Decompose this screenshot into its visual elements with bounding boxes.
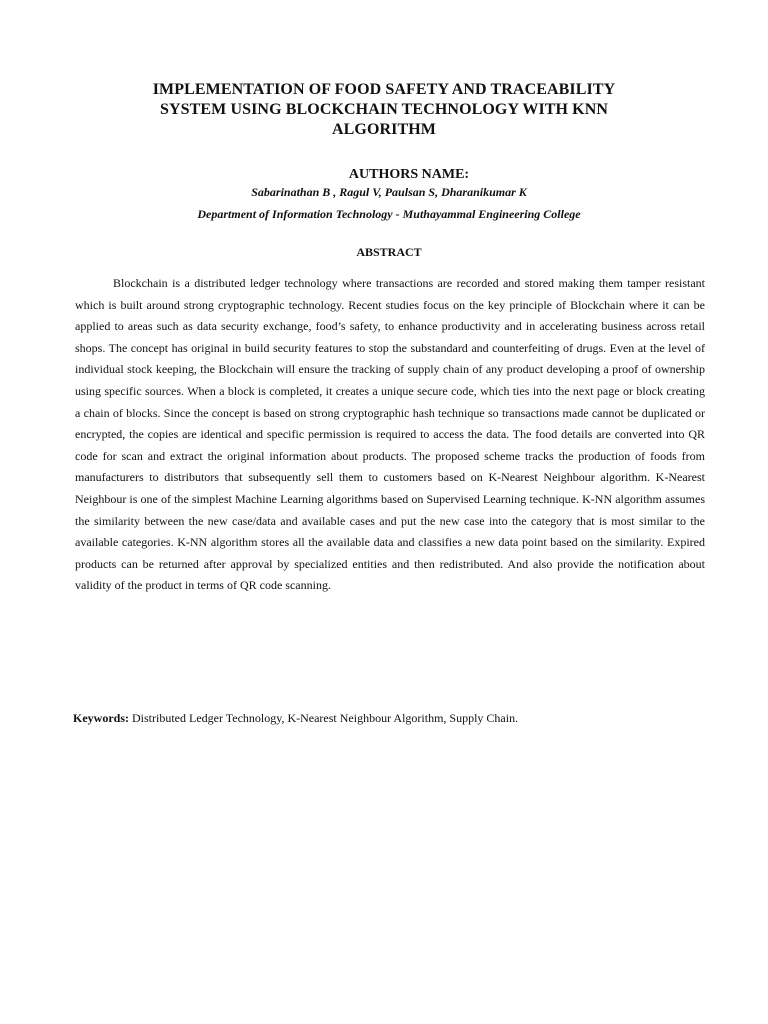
paper-title [110,80,658,140]
abstract-heading: ABSTRACT [356,245,422,259]
abstract-body: Blockchain is a distributed ledger technology where transactions are recorded and stored making them tamper resistant which is built around strong cryptographic technology. Recent studies focus on the key principle of Blockchain where it can be applied to areas such as data security exchange, food’s safety, to enhance productivity and in accelerating business across retail shops. The concept has original in build security features to stop the substandard and counterfeiting of drugs. Even at the level of individual stock keeping, the Blockchain will ensure the tracking of supply chain of any product developing a proof of ownership using specific sources. When a block is completed, it creates a unique secure code, which ties into the next page or block creating a chain of blocks. Since the concept is based on strong cryptographic hash technique so transactions made cannot be duplicated or encrypted, the copies are identical and specific permission is required to access the data. The food details are converted into QR code for scan and extract the original information about products. The proposed scheme tracks the production of foods from manufacturers to distributors that subsequently sell them to customers based on K-Nearest Neighbour algorithm. K-Nearest Neighbour is one of the simplest Machine Learning algorithms based on Supervised Learning technique. K-NN algorithm assumes the similarity between the new case/data and available cases and put the new case into the category that is most similar to the available categories. K-NN algorithm stores all the available data and classifies a new data point based on the similarity. Expired products can be returned after approval by specialized entities and then redistributed. And also provide the notification about validity of the product in terms of QR code scanning. [75,276,705,593]
affiliation: Department of Information Technology - Muthayammal Engineering College [197,207,581,221]
author-list: Sabarinathan B , Ragul V, Paulsan S, Dharanikumar K [251,185,527,199]
authors-heading: AUTHORS NAME: [348,167,470,182]
keywords-text: Distributed Ledger Technology, K-Nearest Neighbour Algorithm, Supply Chain. [129,711,519,725]
keywords-label: Keywords: [73,711,129,725]
title-line-3: ALGORITHM [331,121,437,138]
title-line-2: SYSTEM USING BLOCKCHAIN TECHNOLOGY WITH KNN [159,101,609,118]
keywords-line [73,710,713,726]
title-line-1: IMPLEMENTATION OF FOOD SAFETY AND TRACEABILITY [152,81,616,98]
